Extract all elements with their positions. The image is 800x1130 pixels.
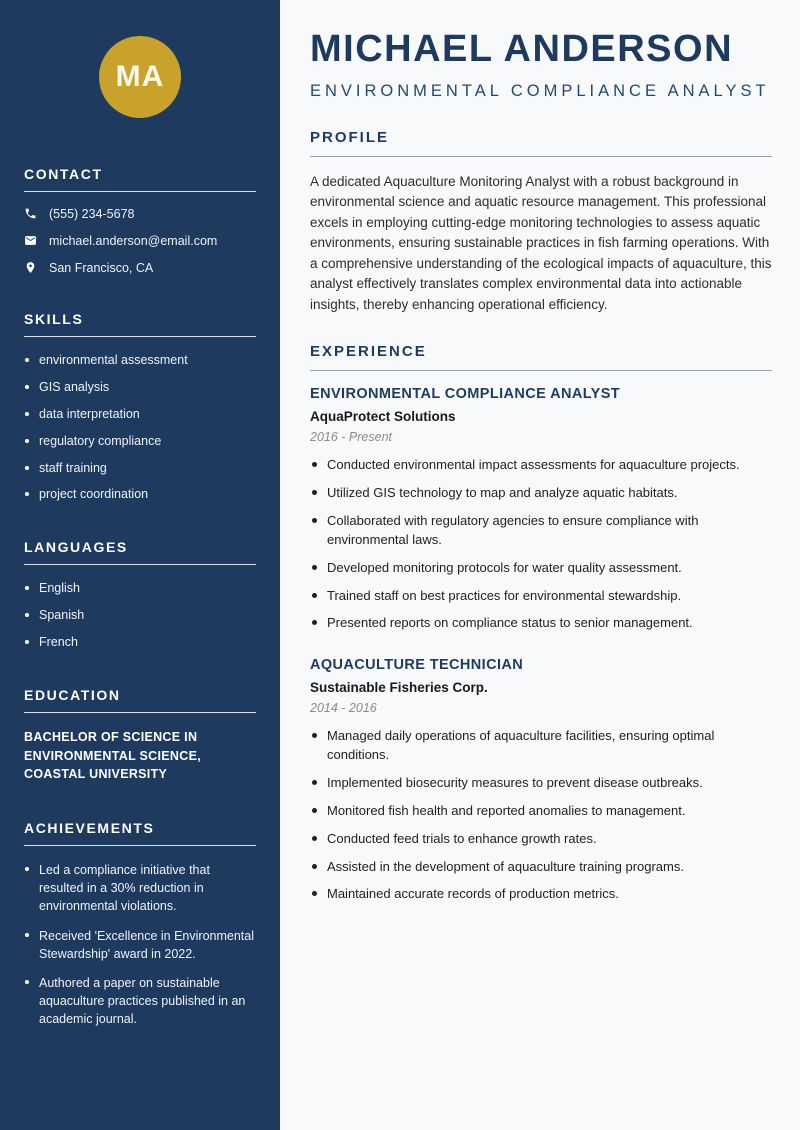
language-item: English <box>24 580 256 597</box>
skills-section <box>24 311 256 503</box>
job-bullet: Maintained accurate records of production metrics. <box>310 885 772 904</box>
job-bullet: Utilized GIS technology to map and analyze aquatic habitats. <box>310 484 772 503</box>
person-headline: ENVIRONMENTAL COMPLIANCE ANALYST <box>310 81 770 100</box>
education-degree: BACHELOR OF SCIENCE IN ENVIRONMENTAL SCIENCE, COASTAL UNIVERSITY <box>24 729 201 782</box>
job-bullets <box>310 727 772 904</box>
job-bullet: Conducted feed trials to enhance growth rates. <box>310 830 772 849</box>
job-entry <box>310 657 772 904</box>
avatar-wrap <box>24 36 256 118</box>
skill-item: GIS analysis <box>24 379 256 396</box>
email-icon <box>24 234 38 248</box>
location-icon <box>24 261 38 275</box>
contact-section <box>24 166 256 275</box>
profile-text: A dedicated Aquaculture Monitoring Analyst with a robust background in environmental science and aquatic resource management. This professional excels in employing cutting-edge monitoring technologies to assess aquatic environments, ensuring sustainable practices in fish farming operations. With a comprehensive understanding of the ecological impacts of aquaculture, this analyst effectively translates complex environmental data into actionable insights, thereby enhancing operational efficiency. <box>310 173 772 312</box>
job-bullet: Assisted in the development of aquaculture training programs. <box>310 858 772 877</box>
experience-section-title: EXPERIENCE <box>310 343 772 371</box>
language-item: Spanish <box>24 607 256 624</box>
avatar-initials: MA <box>115 60 165 93</box>
education-section <box>24 687 256 784</box>
experience-section <box>310 343 772 904</box>
main-content <box>280 0 800 1130</box>
skill-item: project coordination <box>24 486 256 503</box>
skill-item: regulatory compliance <box>24 433 256 450</box>
contact-email-text: michael.anderson@email.com <box>49 234 218 248</box>
achievements-section-title: ACHIEVEMENTS <box>24 820 256 846</box>
skill-item: data interpretation <box>24 406 256 423</box>
job-bullet: Collaborated with regulatory agencies to ensure compliance with environmental laws. <box>310 512 772 550</box>
skill-item: staff training <box>24 460 256 477</box>
contact-item-location <box>24 261 256 275</box>
contact-phone-text: (555) 234-5678 <box>49 207 135 221</box>
job-bullet: Implemented biosecurity measures to prevent disease outbreaks. <box>310 774 772 793</box>
achievement-item: Authored a paper on sustainable aquaculture practices published in an academic journal. <box>24 974 256 1028</box>
job-company: AquaProtect Solutions <box>310 409 456 425</box>
profile-section-title: PROFILE <box>310 129 772 157</box>
contact-location-text: San Francisco, CA <box>49 261 154 275</box>
job-bullet: Monitored fish health and reported anomalies to management. <box>310 802 772 821</box>
job-bullet: Managed daily operations of aquaculture facilities, ensuring optimal conditions. <box>310 727 772 765</box>
job-bullet: Developed monitoring protocols for water quality assessment. <box>310 559 772 578</box>
achievement-item: Led a compliance initiative that resulted in a 30% reduction in environmental violations. <box>24 861 256 915</box>
job-role: AQUACULTURE TECHNICIAN <box>310 657 524 674</box>
skills-list <box>24 352 256 503</box>
person-name: MICHAEL ANDERSON <box>310 28 734 70</box>
achievements-list <box>24 861 256 1028</box>
contact-item-phone <box>24 207 256 221</box>
sidebar <box>0 0 280 1130</box>
job-entry <box>310 386 772 633</box>
job-bullet: Trained staff on best practices for environmental stewardship. <box>310 587 772 606</box>
profile-section <box>310 129 772 316</box>
phone-icon <box>24 207 38 221</box>
skill-item: environmental assessment <box>24 352 256 369</box>
contact-section-title: CONTACT <box>24 166 256 192</box>
avatar <box>99 36 181 118</box>
languages-section <box>24 539 256 651</box>
achievements-section <box>24 820 256 1028</box>
language-item: French <box>24 634 256 651</box>
contact-item-email <box>24 234 256 248</box>
job-bullet: Presented reports on compliance status to senior management. <box>310 614 772 633</box>
languages-list <box>24 580 256 651</box>
achievement-item: Received 'Excellence in Environmental Stewardship' award in 2022. <box>24 927 256 963</box>
job-dates: 2014 - 2016 <box>310 701 377 716</box>
education-section-title: EDUCATION <box>24 687 256 713</box>
job-role: ENVIRONMENTAL COMPLIANCE ANALYST <box>310 386 621 403</box>
job-bullets <box>310 456 772 633</box>
job-dates: 2016 - Present <box>310 430 392 445</box>
skills-section-title: SKILLS <box>24 311 256 337</box>
job-bullet: Conducted environmental impact assessments for aquaculture projects. <box>310 456 772 475</box>
job-company: Sustainable Fisheries Corp. <box>310 680 488 696</box>
languages-section-title: LANGUAGES <box>24 539 256 565</box>
